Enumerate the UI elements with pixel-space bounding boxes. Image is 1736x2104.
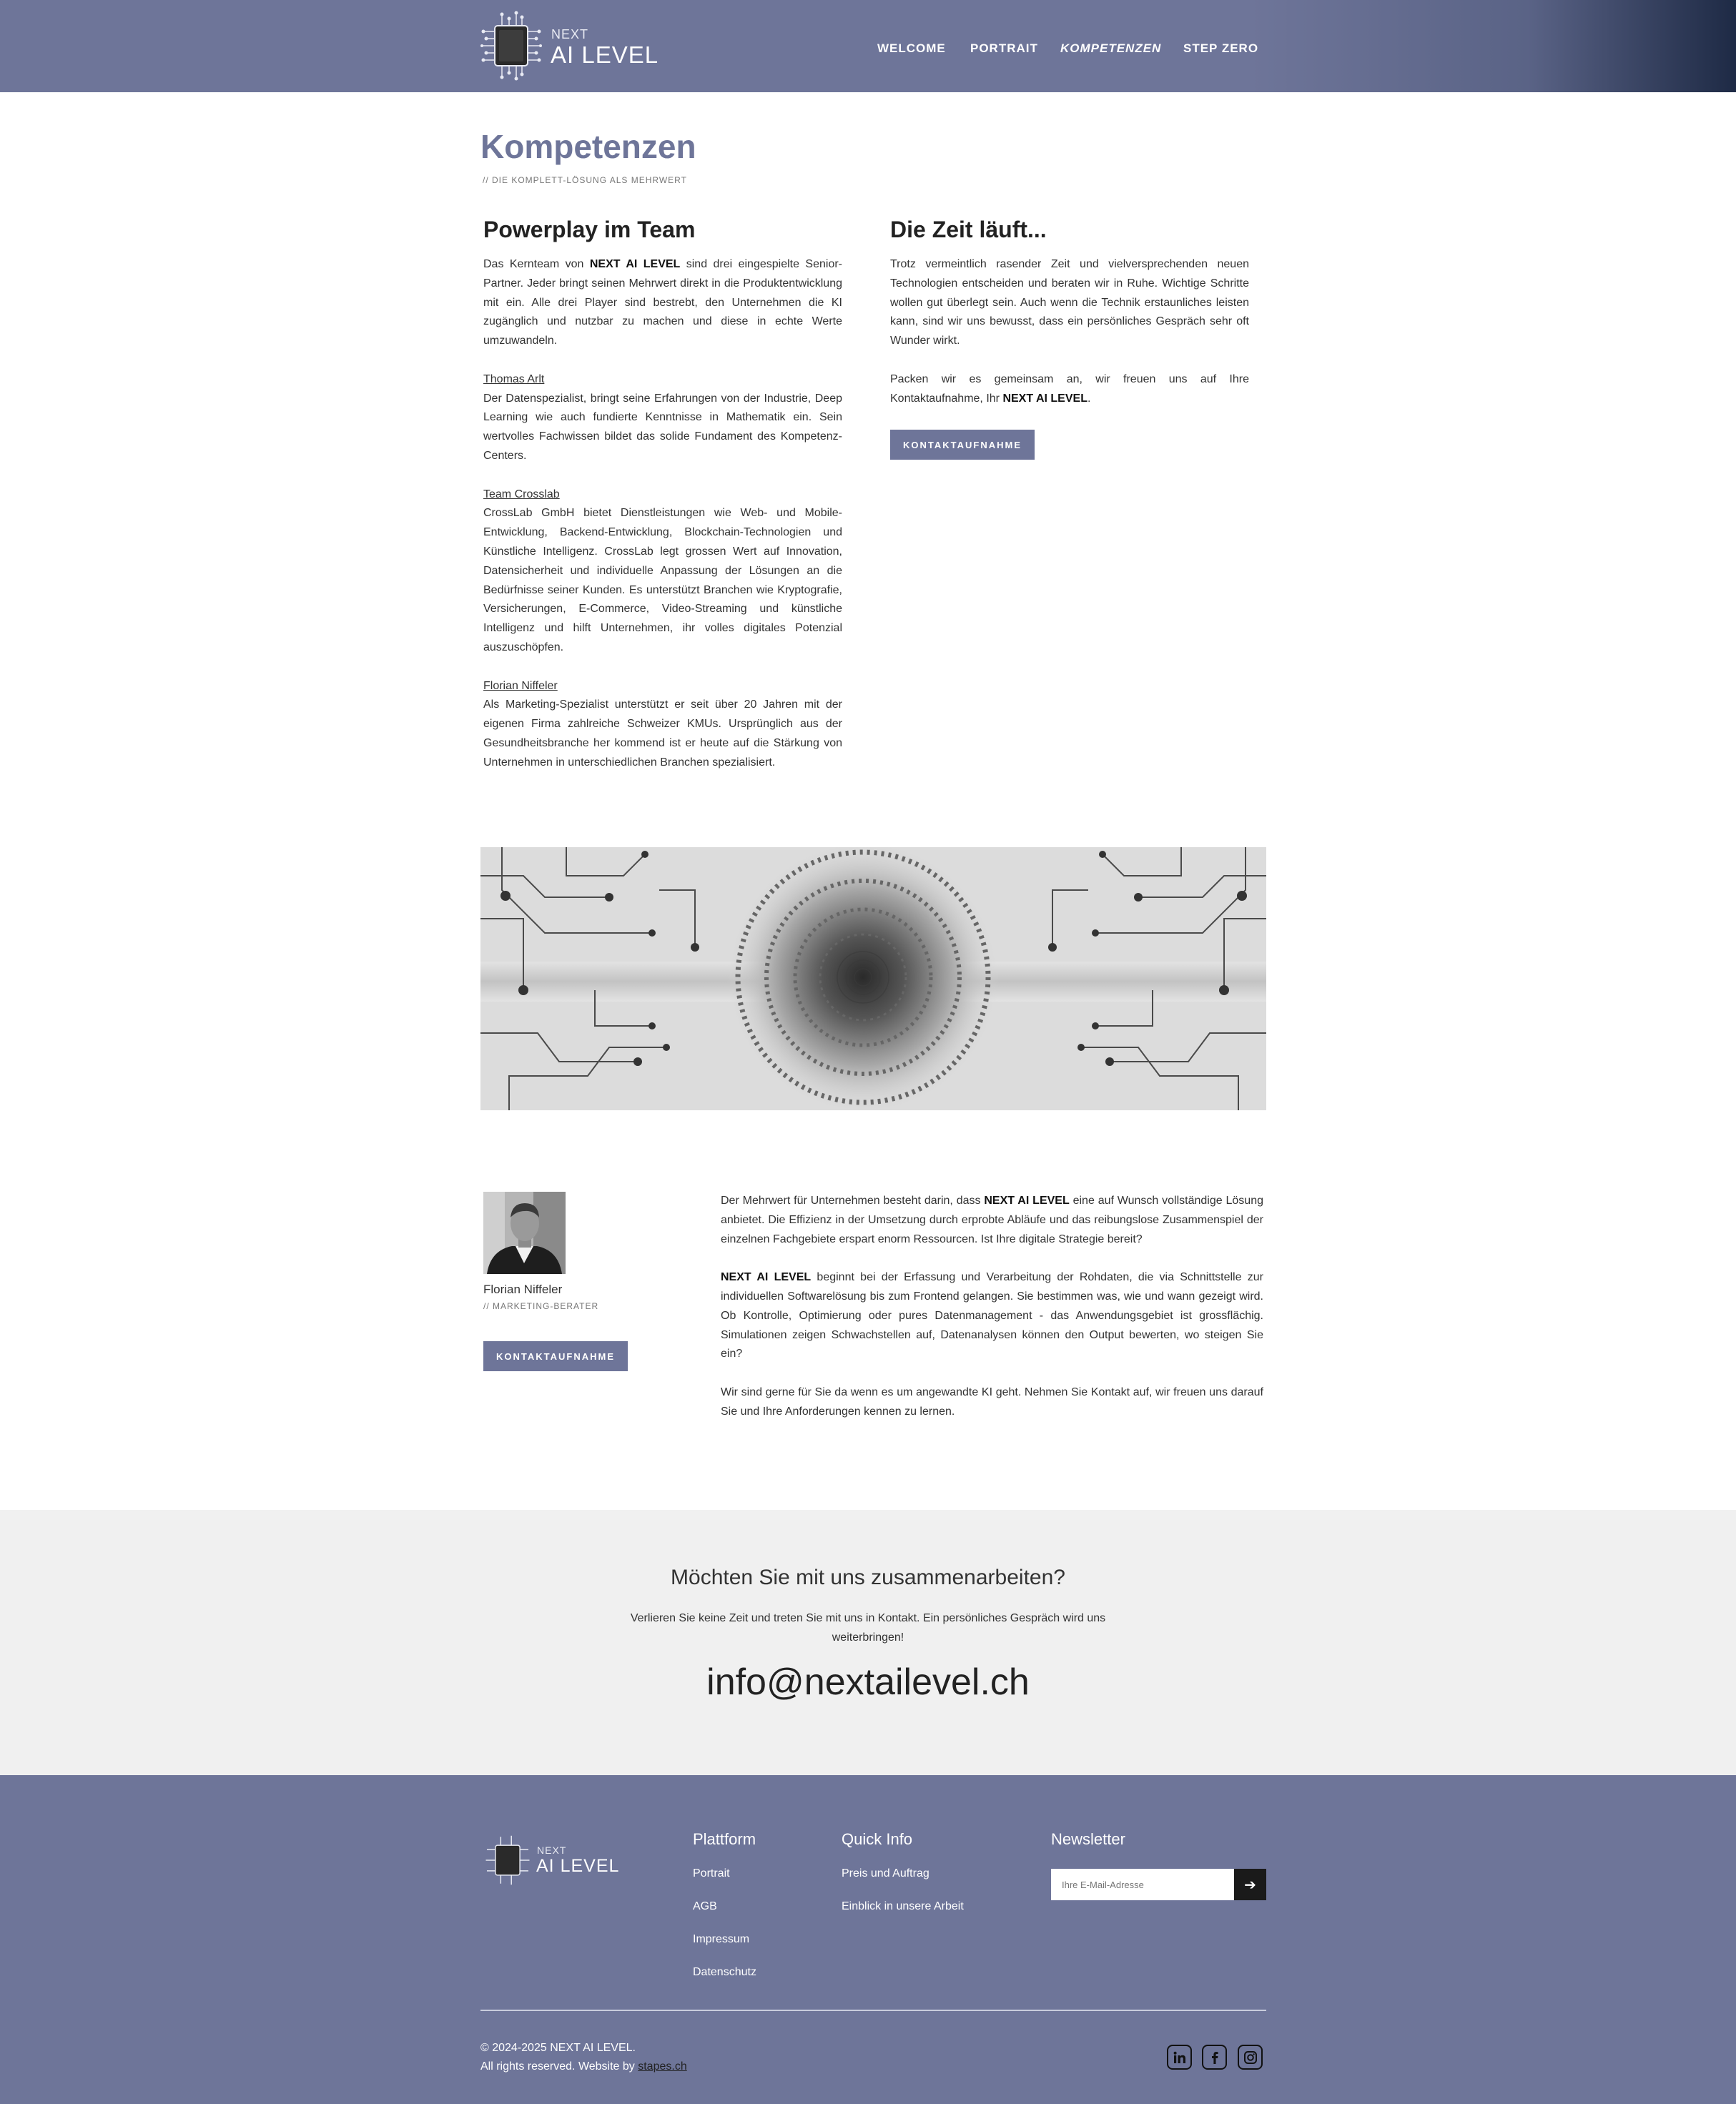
consultant-text xyxy=(721,1192,1263,1441)
footer-logo-main: AI LEVEL xyxy=(536,1856,620,1876)
rights-line xyxy=(480,2058,687,2076)
cta-title: Möchten Sie mit uns zusammenarbeiten? xyxy=(671,1566,1065,1589)
chip-logo-icon xyxy=(485,1833,531,1887)
brand-name: NEXT AI LEVEL xyxy=(1002,392,1088,405)
arrow-right-icon: ➔ xyxy=(1244,1877,1256,1893)
footer-newsletter-title: Newsletter xyxy=(1051,1830,1125,1848)
logo-main-text: AI LEVEL xyxy=(551,41,659,68)
nav-step-zero[interactable]: STEP ZERO xyxy=(1183,41,1259,55)
brand-name: NEXT AI LEVEL xyxy=(589,258,681,270)
footer-quickinfo-title: Quick Info xyxy=(842,1830,913,1848)
footer-plattform-title: Plattform xyxy=(693,1830,756,1848)
member-block xyxy=(483,677,842,773)
circuit-binary-illustration xyxy=(480,847,1266,1110)
instagram-glyph xyxy=(1243,2050,1258,2065)
chip-logo-icon xyxy=(480,10,542,82)
footer-link-portrait[interactable]: Portrait xyxy=(693,1867,730,1880)
consultant-paragraph-2 xyxy=(721,1268,1263,1364)
footer-divider xyxy=(480,2010,1266,2011)
time-p2-pre: Packen wir es gemeinsam an, wir freuen uns auf Ihre Kontaktaufnahme, Ihr xyxy=(890,372,1249,405)
team-intro xyxy=(483,255,842,351)
consultant-role: // MARKETING-BERATER xyxy=(483,1301,599,1311)
page-subtitle: // DIE KOMPLETT-LÖSUNG ALS MEHRWERT xyxy=(483,175,687,185)
copyright-text: © 2024-2025 NEXT AI LEVEL. xyxy=(480,2042,636,2054)
person-portrait-illustration xyxy=(483,1192,566,1274)
site-header xyxy=(0,0,1736,92)
team-intro-pre: Das Kernteam von xyxy=(483,258,590,270)
circuit-banner-image xyxy=(480,847,1266,1110)
footer-link-einblick[interactable]: Einblick in unsere Arbeit xyxy=(842,1900,964,1912)
member-name: Thomas Arlt xyxy=(483,372,545,385)
footer-link-agb[interactable]: AGB xyxy=(693,1900,717,1912)
facebook-icon[interactable] xyxy=(1202,2045,1227,2070)
footer-link-impressum[interactable]: Impressum xyxy=(693,1933,750,1945)
nav-welcome[interactable]: WELCOME xyxy=(877,41,946,55)
newsletter-submit-button[interactable] xyxy=(1234,1869,1266,1900)
instagram-icon[interactable] xyxy=(1238,2045,1263,2070)
footer-logo-next: NEXT xyxy=(537,1844,567,1856)
consultant-paragraph-1 xyxy=(721,1192,1263,1249)
newsletter-email-input[interactable] xyxy=(1051,1869,1234,1900)
member-name: Team Crosslab xyxy=(483,488,560,500)
team-heading: Powerplay im Team xyxy=(483,217,696,242)
linkedin-icon[interactable] xyxy=(1167,2045,1192,2070)
consultant-photo xyxy=(483,1192,566,1274)
rights-text: All rights reserved. Website by xyxy=(480,2060,638,2073)
brand-name: NEXT AI LEVEL xyxy=(721,1271,812,1284)
consultant-paragraph-3: Wir sind gerne für Sie da wenn es um angewandte KI geht. Nehmen Sie Kontakt auf, wir freuen uns darauf Sie und Ihre Anforderungen kennen zu lernen. xyxy=(721,1386,1263,1418)
footer-link-preis[interactable]: Preis und Auftrag xyxy=(842,1867,929,1880)
site-logo[interactable] xyxy=(480,10,666,82)
nav-portrait[interactable]: PORTRAIT xyxy=(970,41,1038,55)
site-footer xyxy=(0,1775,1736,2104)
member-text: Der Datenspezialist, bringt seine Erfahrungen von der Industrie, Deep Learning wie auch fundierte Kenntnisse in Mathematik ein. Sein wertvolles Fachwissen bildet das solide Fundament des Kompetenz-Centers. xyxy=(483,392,842,462)
stapes-link[interactable]: stapes.ch xyxy=(638,2060,687,2073)
member-name: Florian Niffeler xyxy=(483,679,558,692)
facebook-glyph xyxy=(1208,2050,1222,2065)
consultant-p1-post: eine auf Wunsch vollständige Lösung anbietet. Die Effizienz in der Umsetzung durch erprobte Abläufe und das reibungslose Zusammenspiel der einzelnen Fachgebiete erspart enorm Ressourcen. Ist Ihre digitale Strategie bereit? xyxy=(721,1195,1264,1245)
contact-button[interactable]: KONTAKTAUFNAHME xyxy=(890,430,1035,460)
consultant-p2-post: beginnt bei der Erfassung und Verarbeitung der Rohdaten, die via Schnittstelle zur individuellen Softwarelösung bis zum Frontend gelangen. Sie bestimmen was, wie und wann gezeigt wird. Ob Kontrolle, Optimierung oder pures Datenmanagement - das Anwendungsgebiet ist grossflächig. Simulationen zeigen Schwachstellen auf, Datenanalysen können den Output bewerten, wo steigen Sie ein? xyxy=(721,1271,1264,1360)
cta-text: Verlieren Sie keine Zeit und treten Sie mit uns in Kontakt. Ein persönliches Gespräch wird uns weiterbringen! xyxy=(630,1612,1106,1644)
member-block xyxy=(483,485,842,658)
time-p2-post: . xyxy=(1087,392,1091,405)
footer-logo[interactable] xyxy=(485,1833,628,1887)
page-title: Kompetenzen xyxy=(480,128,696,165)
time-paragraph-2 xyxy=(890,370,1249,409)
footer-copyright xyxy=(480,2039,687,2076)
linkedin-glyph xyxy=(1173,2050,1187,2065)
time-paragraph-1: Trotz vermeintlich rasender Zeit und vielversprechenden neuen Technologien entscheiden und beraten wir in Ruhe. Wichtige Schritte wollen gut überlegt sein. Auch wenn die Technik erstaunliches leisten kann, sind wir uns bewusst, dass ein persönliches Gespräch sehr oft Wunder wirkt. xyxy=(890,258,1249,347)
nav-kompetenzen[interactable]: KOMPETENZEN xyxy=(1060,41,1162,55)
time-heading: Die Zeit läuft... xyxy=(890,217,1047,242)
team-intro-post: sind drei eingespielte Senior-Partner. Jeder bringt seinen Mehrwert direkt in die Produktentwicklung mit ein. Alle drei Player sind bestrebt, den Unternehmen die KI zugänglich und nutzbar zu machen und diese in echte Werte umzuwandeln. xyxy=(483,258,842,347)
consultant-p1-pre: Der Mehrwert für Unternehmen besteht darin, dass xyxy=(721,1195,985,1207)
footer-link-datenschutz[interactable]: Datenschutz xyxy=(693,1966,756,1978)
member-text: Als Marketing-Spezialist unterstützt er seit über 20 Jahren mit der eigenen Firma zahlreiche Schweizer KMUs. Ursprünglich aus der Gesundheitsbranche her kommend ist er heute auf die Stärkung von Unternehmen in unterschiedlichen Branchen spezialisiert. xyxy=(483,698,842,769)
brand-name: NEXT AI LEVEL xyxy=(984,1195,1070,1207)
contact-button[interactable]: KONTAKTAUFNAHME xyxy=(483,1341,628,1371)
team-text xyxy=(483,255,842,791)
member-text: CrossLab GmbH bietet Dienstleistungen wie Web- und Mobile-Entwicklung, Backend-Entwicklung, Blockchain-Technologien und Künstliche Intelligenz. CrossLab legt grossen Wert auf Innovation, Datensicherheit und individuelle Anpassung der Lösungen an die Bedürfnisse seiner Kunden. Es unterstützt Branchen wie Kryptografie, Versicherungen, E-Commerce, Video-Streaming und künstliche Intelligenz und hilft Unternehmen, ihr volles digitales Potenzial auszuschöpfen. xyxy=(483,507,842,653)
cta-email-link[interactable]: info@nextailevel.ch xyxy=(706,1661,1030,1703)
time-text xyxy=(890,255,1249,428)
consultant-name: Florian Niffeler xyxy=(483,1283,563,1296)
logo-next-text: NEXT xyxy=(551,27,589,41)
member-block xyxy=(483,370,842,466)
